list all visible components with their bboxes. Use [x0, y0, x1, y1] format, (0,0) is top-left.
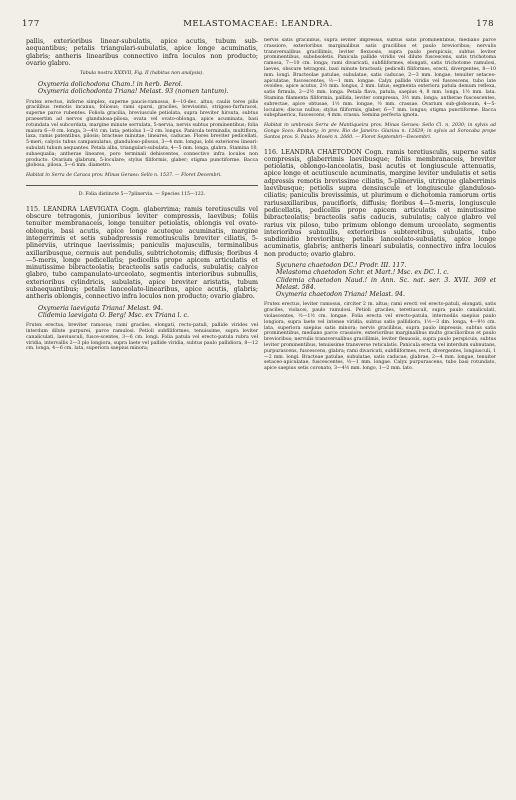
page-number-right: 178: [476, 19, 494, 29]
synonym: Sycunera chaetodon DC.! Prodr. III. 117.: [276, 262, 407, 269]
running-title: MELASTOMACEAE: LEANDRA.: [183, 19, 333, 29]
species-description: Frutex erectus, breviter ramosus; rami graciles, elongati, recto-patuli, pallide virides vel interdum dilute purpurei, parce ramulosi. Petioli subfiliformes, tenuissime, supra leviter canaliculati, laeviusculi, fusce-scentes, 3—6 cm. longi. Folia patula vel erecto-patula rubra vel viridia, intervallis 2—3 plo longiora, supra laete vel pallide viridia, subtus paulo pallidiora, 8—12 cm. longa, 4—6 cm. lata, superiora saepius minora;: [26, 323, 258, 352]
habitat-note: Habitat in Serra de Caraca prov. Minas Geraes: Sello n. 1537. — Floret Decembri.: [26, 173, 222, 179]
right-column: [264, 38, 496, 372]
species-diagnosis: glaberrima; ramis teretiusculis vel obscure tetragonis, junioribus leviter compressis, laevibus; foliis tenuiter membranaceis, longe tenuiter petiolatis, oblongis vel ovato-oblongis, basi acutis, apice longe acuteque acuminatis, margine integerrimis et setis subadpressis remotiusculis breviter ciliatis, 5-plinerviis, utrinque laevissimis; paniculis majusculis, terminalibus axillaribusque, cernuis aut pendulis, subtrichotomis; diffusis; floribus 4—5-meris, longe pedicellatis; pedicellis prope apicem articulatis et minutissime bibracteolatis; bracteolis satis caducis, subulatis; calyce glabro, tubo campanulato-urceolato, segmentis interioribus subnullis, exterioribus cylindricis, subulatis, apice breviter aristatis, tubum subaequantibus; petalis lanceolato-linearibus, apice acutis, glabris; antheris oblongis, connectivo infra loculos non producto; ovario glabro.: [26, 205, 258, 301]
synonym: Oxymeria chaetodon Triana! Melast. 94.: [276, 291, 406, 299]
page-header: [22, 19, 494, 31]
species-description: Frutex erectus, inferne simplex, superne paucis-ramosus, 8—10-dec. altus; caulis teres pilis gracilibus remotis incanus, foliosus; rami sparsi, graciles, brevissimi, strigoso-furfuracei, superne parce rubentes. Foliola gracilia, breviuscule petiolata, supra breviter hirsuta, subtus praesertim ad nervos glandulosa-pilosa, ovata vel ovato-oblonga, apice acuminata, basi rotundata vel subcordata, margine minute serrulata, 5-nervia, nervis subtus prominentibus; folia maiora 6—9 cm. longa, 3—4½ cm. lata; petiolus 1—2 cm. longus. Panicula terminalis, multiflora, laxa, ramis patentibus, pilosis; bracteae minutae, lineares, caducae. Flores breviter pedicellati, 5-meri; calycis tubus campanulatus, glanduloso-pilosus, 3—4 mm. longus, lobi exteriores lineari-subulati tubum aequantes. Petala alba, triangulari-subulata, 4—5 mm. longa, glabra. Stamina 10, subaequalia; antherae lineares, poro terminali dehiscentes, connectivo infra loculos non producto. Ovarium glabrum, 5-loculare; stylus filiformis, glaber; stigma punctiforme. Bacca globosa, pilosa, 5—6 mm. diametro.: [26, 99, 258, 169]
continued-description: nervis satis gracilibus, supra leviter impressis, subtus satis prominentibus, mediano parce crassiore, exterioribus marginalibus satis gracilibus et paulo brevioribus; nervulis transversalibus gracillimis, leviter flexuosis, supra paulo perspicuis, subtus leviter prominentibus, subobsoletis. Panicula pallide viridis vel dilute fuscescens, satis trichotoma ramosa, 7—10 cm. longa; rami divaricati, subfiliformes, elongati, satis trichotome ramulosi, laeves, obscure tetragoni, basi minute bracteati; pedicelli filiformes, erecti, divergentes, 8—10 mm. longi. Bracteolae patulae, subulatae, satis caducae, 2—3 mm. longae, tenuiter setaceo-apiculatae, fuscescentes, ½—1 mm. longae. Calyx pallide viridis vel fuscescens, tubo late ovoideo, apice acutus, 2½ mm. longus, 2 mm. latus; segmenta exteriora patula demum reflexa, satis firmula, 2—2½ mm. longa. Petala flava, patula, saepius 4, 8 mm. longa, 1½ mm. lata. Stamina filamenta filiformia, pallida, leviter compressa, 3½ mm. longa; antherae fuscescentes, subrectae, apice obtusae, 1½ mm. longae, ½ mm. crassae. Ovarium sub-globosum, 4—5-loculare; discus nullus; stylus filiformis, glaber, 6—7 mm. longus; stigma punctiforme. Bacca subsphaerica, fuscescens, 4 mm. crassa. Semina perfecta ignota.: [264, 38, 496, 119]
key-division: D. Folia distincte 5—7plinervia. — Species 115—122.: [78, 191, 206, 197]
species-title: 115. LEANDRA LAEVIGATA Cogn.: [26, 205, 141, 213]
page-number-left: 177: [22, 19, 40, 29]
synonym: Oxymeria laevigata Triana! Melast. 94.: [38, 304, 163, 312]
section-divider: [26, 185, 258, 186]
synonym: Clidemia laevigata O. Berg! Msc. ex Triana l. c.: [38, 311, 190, 319]
species-diagnosis: ramis teretiusculis, superne satis compressis, glaberrimis laevibusque; foliis membranaceis, breviter petiolatis, oblongo-lanceolatis, basi acutis et longiuscule attenuatis, apice longe et acutiuscule acuminatis, margine leviter undulatis et setis adpressis remotis brevissime ciliatis, 5-plinerviis, utrinque glaberrimis laevibusque; petiolis supra densiuscule et longiuscule glanduloso-ciliatis; paniculis brevissimis, ut plurimum e dichotomia ramorum ortis rariusaxillaribus, pauciflorís, diffusis; floribus 4—5-meris, longiuscule pedicellatis, pedicellis prope apicem articulatis et minutissime bibracteolatis; bracteolis satis caducis, subulatis; calyce glabro vel rarius vix piloso, tubo primum oblongo demum urceolato, segmentis interioribus subnullis, exterioribus subteretibus, subulatis, tubo subdimidio brevioribus; petalis lanceolato-subulatis, apice longe acuminatis, glabris; antheris linearí subulatis, connectivo infra loculos non producto; ovario glabro.: [264, 148, 496, 258]
species-heading: [264, 149, 496, 258]
species-heading: [26, 206, 258, 301]
plate-reference: Tabula nostra XXXVII, Fig. II (habitus non analysis).: [80, 71, 204, 77]
species-description: Frutex erectus, leviter ramosus, circiter 2 m. altus; rami erecti vel erecto-patuli, elongati, satis graciles, violacei, paulo ramulosi. Petioli graciles, teretiusculi, supra paulo canaliculati, violascentes, ½—1½ cm. longae. Folia erecta vel erecto-patula, internodiis saepius paulo longiora, supra laete vel intense viridia, subtus satis pallidiora, 1½—3 dm. longa, 4—9½ cm. lata, superiora saepius satis minora; nervis gracilibus, supra paulo impressis, subtus satis prominentibus, mediano parce crassiore, exterioribus marginalibus multo gracilioribus et paulo brevioribus; nervulis transversalibus gracillimis, leviter flexuosis, supra paulo perspicuis, subtus leviter prominentibus, tenuissime transverse reticulatis. Panicula erecta vel interdum subnutans, purpurascens, fuscescens, glabra; rami divaricati, subfiliformes, recti, divergentes, longiusculi, 1—2 mm. longi. Bracteae patulae, subulatae, satis caducae, glabrae, 2—4 mm. longae, tenuiter setaceo-apiculatae, fuscescentes, ½—1 mm. longae. Calyx purpurascens, tubo basi rotundato, apice saepius setis coronato, 3—4½ mm. longo, 1—2 mm. lato.: [264, 302, 496, 372]
synonym: Oxymeria dolichodonta Triana! Melast. 93 (nomen tantum).: [38, 88, 229, 96]
left-column: [26, 38, 258, 352]
habitat-note: Habitat in umbrosis Serra de Mantiqueira prov. Minas Geraes: Sello Cl. n. 2030; in sylvis ad Gongo Soco: Bunbury; in prov. Rio de Janeiro: Glaziou n. 12629; in sylvis ad Sorocaba prope Santos prov. S. Paulo: Mosén n. 2660. — Floret Septembri—Decembri.: [264, 123, 496, 140]
continued-diagnosis: pallis, exterioribus linear-subulatis, apice acutis, tubum sub-aequantibus; petalis triangulari-subulatis, apice longe acuminatis, glabris; antheris linearibus connectivo infra loculos non producto; ovario glabro.: [26, 38, 258, 67]
synonym: Oxymeria dolichodona Cham.! in herb. Berol.: [38, 80, 183, 88]
synonym: Melastoma chaetodon Schr. et Mart.! Msc. ex DC. l. c.: [276, 269, 449, 277]
synonym: Clidemia chaetodon Naud.! in Ann. Sc. nat. ser. 3. XVII. 369 et Melast. 584.: [276, 276, 496, 291]
species-title: 116. LEANDRA CHAETODON Cogn.: [264, 148, 384, 156]
